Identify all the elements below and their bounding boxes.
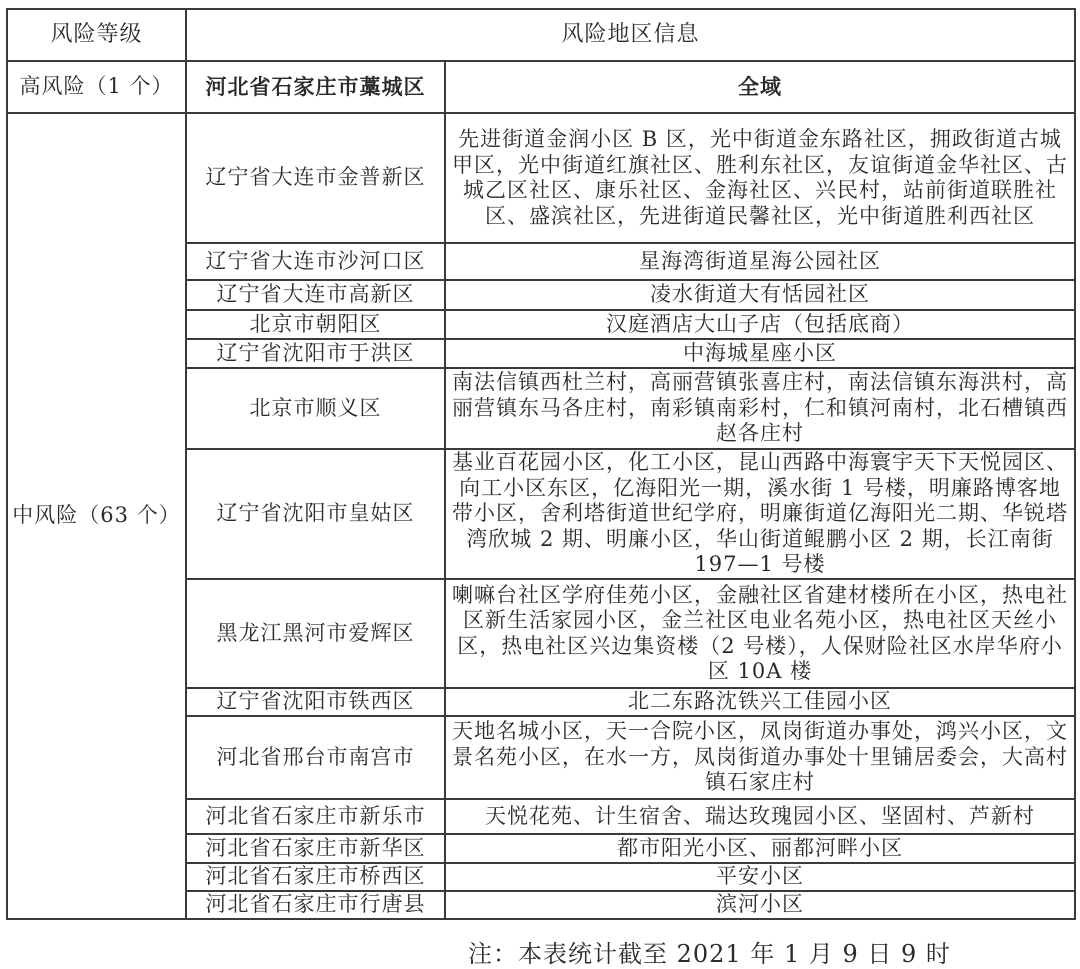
- header-risk-level: 风险等级: [7, 9, 186, 61]
- region-cell: 北京市顺义区: [186, 368, 445, 449]
- areas-cell: 天地名城小区，天一合院小区，凤岗街道办事处，鸿兴小区，文景名苑小区，在水一方，凤岗街道办事处十里铺居委会，大高村镇石家庄村: [445, 716, 1075, 799]
- areas-cell: 都市阳光小区、丽都河畔小区: [445, 834, 1075, 863]
- medium-risk-level: 中风险（63 个）: [7, 113, 186, 919]
- footnote: 注：本表统计截至 2021 年 1 月 9 日 9 时: [468, 940, 951, 968]
- areas-cell: 汉庭酒店大山子店（包括底商）: [445, 310, 1075, 339]
- high-risk-row: [7, 61, 1075, 113]
- high-risk-areas: 全域: [445, 61, 1075, 113]
- areas-cell: 基业百花园小区，化工小区，昆山西路中海寰宇天下天悦园区、向工小区东区，亿海阳光一期，溪水街 1 号楼，明廉路博客地带小区，舍利塔街道世纪学府，明廉街道亿海阳光二期、华锐塔湾欣城 2 期、明廉小区，华山街道鲲鹏小区 2 期，长江南街 197—1 号楼: [445, 449, 1075, 579]
- region-cell: 辽宁省沈阳市于洪区: [186, 339, 445, 368]
- areas-cell: 南法信镇西杜兰村，高丽营镇张喜庄村，南法信镇东海洪村，高丽营镇东马各庄村，南彩镇南彩村，仁和镇河南村，北石槽镇西赵各庄村: [445, 368, 1075, 449]
- high-risk-level: 高风险（1 个）: [7, 61, 186, 113]
- areas-cell: 先进街道金润小区 B 区，光中街道金东路社区，拥政街道古城甲区，光中街道红旗社区、胜利东社区，友谊街道金华社区、古城乙区社区、康乐社区、金海社区、兴民村，站前街道联胜社区、盛滨社区，先进街道民馨社区，光中街道胜利西社区: [445, 113, 1075, 243]
- region-cell: 辽宁省大连市沙河口区: [186, 243, 445, 280]
- areas-cell: 北二东路沈铁兴工佳园小区: [445, 688, 1075, 716]
- region-cell: 河北省石家庄市桥西区: [186, 863, 445, 891]
- areas-cell: 星海湾街道星海公园社区: [445, 243, 1075, 280]
- areas-cell: 平安小区: [445, 863, 1075, 891]
- header-row: [7, 9, 1075, 61]
- areas-cell: 中海城星座小区: [445, 339, 1075, 368]
- areas-cell: 喇嘛台社区学府佳苑小区，金融社区省建材楼所在小区，热电社区新生活家园小区，金兰社区电业名苑小区，热电社区天丝小区，热电社区兴边集资楼（2 号楼），人保财险社区水岸华府小区 10A 楼: [445, 579, 1075, 688]
- areas-cell: 滨河小区: [445, 891, 1075, 919]
- region-cell: 辽宁省沈阳市铁西区: [186, 688, 445, 716]
- region-cell: 河北省邢台市南宫市: [186, 716, 445, 799]
- region-cell: 辽宁省大连市高新区: [186, 280, 445, 310]
- areas-cell: 凌水街道大有恬园社区: [445, 280, 1075, 310]
- region-cell: 河北省石家庄市行唐县: [186, 891, 445, 919]
- header-area-info: 风险地区信息: [186, 9, 1075, 61]
- areas-cell: 天悦花苑、计生宿舍、瑞达玫瑰园小区、坚固村、芦新村: [445, 799, 1075, 834]
- region-cell: 辽宁省大连市金普新区: [186, 113, 445, 243]
- risk-areas-table: [6, 8, 1076, 920]
- table-row: [7, 113, 1075, 243]
- region-cell: 河北省石家庄市新华区: [186, 834, 445, 863]
- region-cell: 黑龙江黑河市爱辉区: [186, 579, 445, 688]
- high-risk-region: 河北省石家庄市藁城区: [186, 61, 445, 113]
- region-cell: 辽宁省沈阳市皇姑区: [186, 449, 445, 579]
- region-cell: 河北省石家庄市新乐市: [186, 799, 445, 834]
- region-cell: 北京市朝阳区: [186, 310, 445, 339]
